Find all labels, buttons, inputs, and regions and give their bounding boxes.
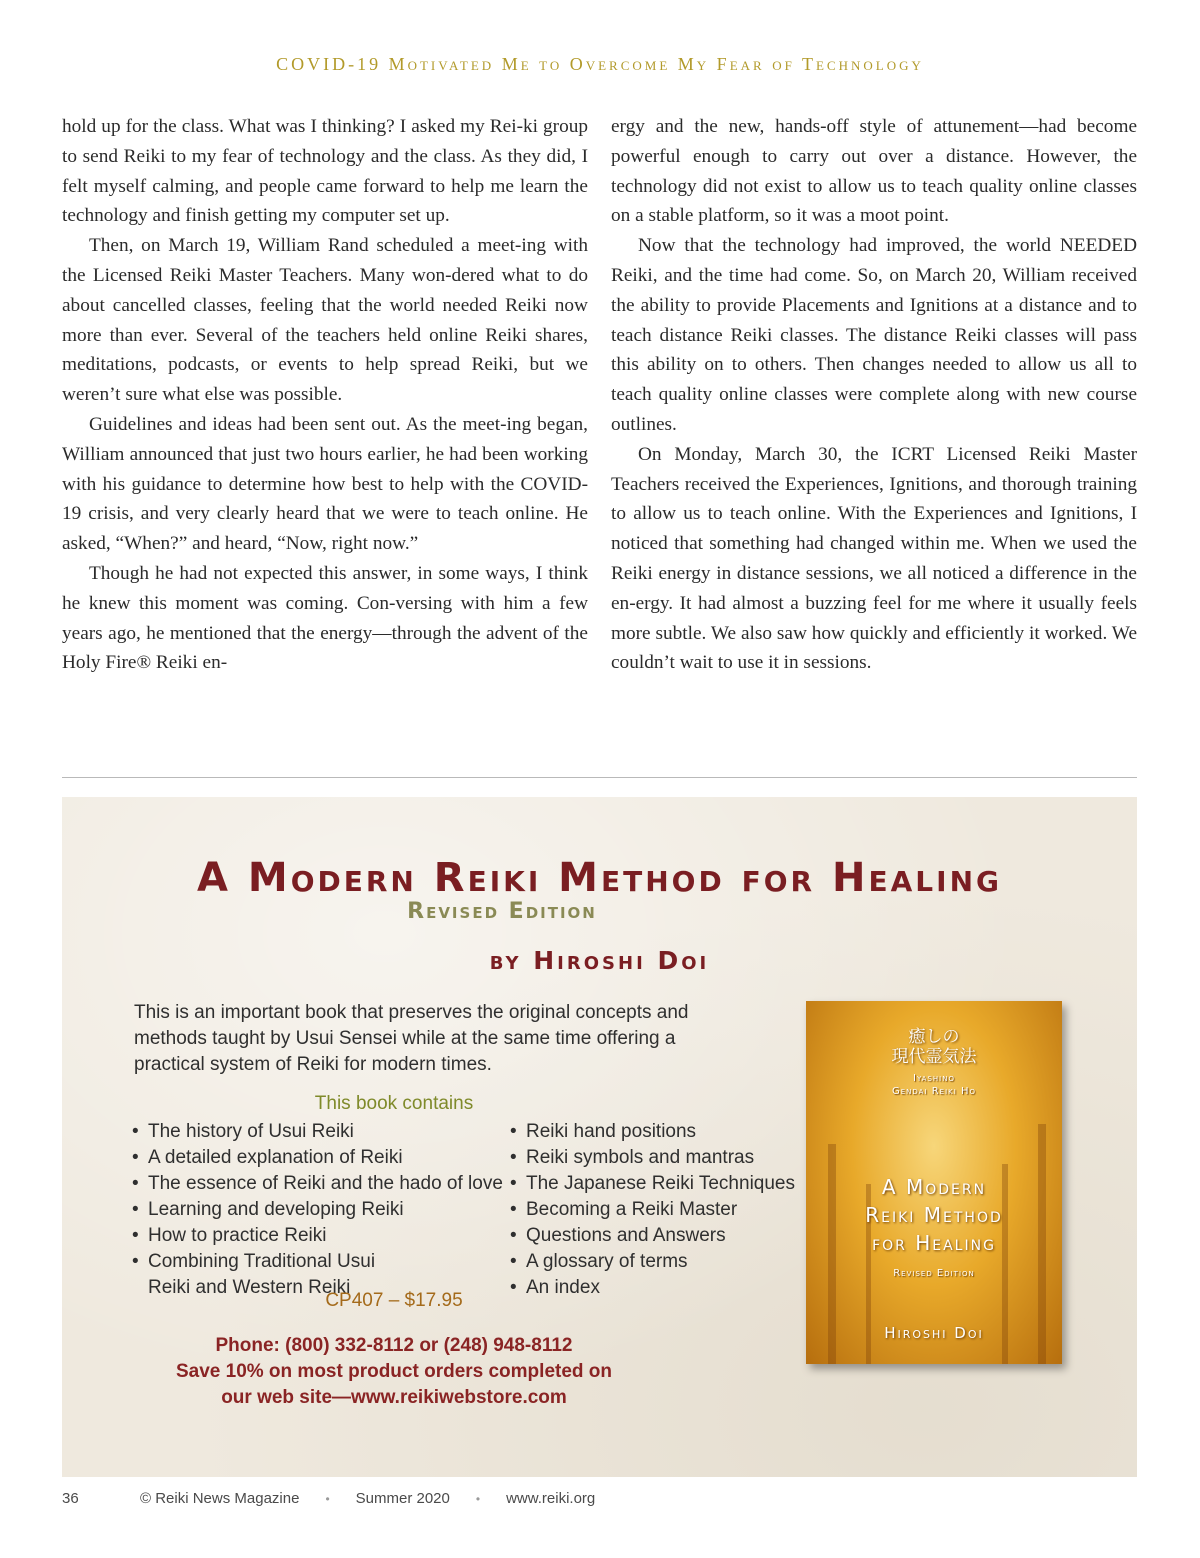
list-item: • Questions and Answers bbox=[510, 1223, 810, 1249]
book-japanese-title: 癒しの 現代霊気法 bbox=[891, 1027, 977, 1067]
list-item: • Combining Traditional Usui bbox=[132, 1249, 512, 1275]
ad-contains-heading: This book contains bbox=[314, 1093, 474, 1114]
left-column bbox=[62, 112, 588, 678]
list-item: • The history of Usui Reiki bbox=[132, 1119, 512, 1145]
ad-contents-list-right bbox=[510, 1119, 810, 1301]
running-head: COVID-19 Motivated Me to Overcome My Fear of Technology bbox=[276, 54, 924, 74]
book-title: A Modern Reiki Method for Healing bbox=[865, 1175, 1003, 1255]
footer-separator: • bbox=[475, 1491, 481, 1506]
right-column bbox=[611, 112, 1137, 678]
footer-separator: • bbox=[325, 1491, 330, 1506]
book-cover-image bbox=[806, 1001, 1062, 1364]
paragraph: Though he had not expected this answer, in some ways, I think he knew this moment was coming. Con-versing with him a few years ago, he mentioned that the energy—through the advent of the Holy Fire® Reiki en- bbox=[62, 562, 588, 674]
page-footer bbox=[62, 1490, 962, 1507]
book-author: Hiroshi Doi bbox=[884, 1324, 984, 1342]
list-item: • A glossary of terms bbox=[510, 1249, 810, 1275]
page-number: 36 bbox=[62, 1490, 79, 1507]
list-item: • A detailed explanation of Reiki bbox=[132, 1145, 512, 1171]
ad-phone: Phone: (800) 332-8112 or (248) 948-8112 bbox=[215, 1335, 573, 1356]
ad-discount-line: Save 10% on most product orders completed on bbox=[175, 1361, 613, 1382]
paragraph: ergy and the new, hands-off style of attunement—had become powerful enough to carry out over a distance. However, the technology did not exist to allow us to teach quality online classes on a stable platform, so it was a moot point. bbox=[611, 116, 1137, 227]
ad-author: by Hiroshi Doi bbox=[489, 946, 710, 975]
paragraph: On Monday, March 30, the ICRT Licensed Reiki Master Teachers received the Experiences, Ignitions, and thorough training to allow us to teach online. With the Experiences and Ignitions, I noticed that something had changed within me. When we used the Reiki energy in distance sessions, we all noticed a difference in the en-ergy. It had almost a buzzing feel for me where it usually feels more subtle. We also saw how quickly and efficiently it worked. We couldn’t wait to use it in sessions. bbox=[611, 443, 1137, 674]
section-divider bbox=[62, 777, 1137, 778]
book-advertisement bbox=[62, 797, 1137, 1477]
book-edition: Revised Edition bbox=[893, 1268, 975, 1279]
list-item: • The Japanese Reiki Techniques bbox=[510, 1171, 810, 1197]
publication-name: © Reiki News Magazine bbox=[140, 1490, 300, 1507]
ad-price: CP407 – $17.95 bbox=[325, 1290, 463, 1311]
paragraph: Then, on March 19, William Rand scheduled a meet-ing with the Licensed Reiki Master Teachers. Many won-dered what to do about cancelled classes, feeling that the world needed Reiki now more than ever. Several of the teachers held online Reiki shares, meditations, podcasts, or events to help spread Reiki, but we weren’t sure what else was possible. bbox=[62, 235, 588, 406]
list-item: • Becoming a Reiki Master bbox=[510, 1197, 810, 1223]
list-item: • Reiki hand positions bbox=[510, 1119, 810, 1145]
paragraph: hold up for the class. What was I thinking? I asked my Rei-ki group to send Reiki to my fear of technology and the class. As they did, I felt myself calming, and people came forward to help me learn the technology and finish getting my computer set up. bbox=[62, 116, 588, 227]
website-url: www.reiki.org bbox=[506, 1490, 596, 1507]
article-body bbox=[62, 112, 1137, 678]
ad-title: A Modern Reiki Method for Healing bbox=[197, 855, 1002, 901]
book-romaji-title: Iyashino Gendai Reiki Ho bbox=[891, 1073, 976, 1097]
ad-subtitle: Revised Edition bbox=[407, 899, 597, 924]
list-item-continuation: Reiki and Western Reiki bbox=[148, 1277, 351, 1298]
list-item: • How to practice Reiki bbox=[132, 1223, 512, 1249]
paragraph: Guidelines and ideas had been sent out. As the meet-ing began, William announced that just two hours earlier, he had been working with his guidance to determine how best to help with the COVID-19 crisis, and very clearly heard that we were to teach online. He asked, “When?” and heard, “Now, right now.” bbox=[62, 413, 588, 555]
ad-website-line: our web site—www.reikiwebstore.com bbox=[221, 1387, 567, 1408]
issue-date: Summer 2020 bbox=[355, 1490, 450, 1507]
list-item: • Reiki symbols and mantras bbox=[510, 1145, 810, 1171]
list-item: • An index bbox=[510, 1275, 810, 1301]
list-item: • Learning and developing Reiki bbox=[132, 1197, 512, 1223]
paragraph: Now that the technology had improved, the world NEEDED Reiki, and the time had come. So, on March 20, William received the ability to provide Placements and Ignitions at a distance and to teach distance Reiki classes. The distance Reiki classes will pass this ability on to others. Then changes needed to allow us all to teach quality online classes were complete along with new course outlines. bbox=[611, 235, 1137, 435]
ad-intro: This is an important book that preserves the original concepts and methods taught by Usui Sensei while at the same time offering a practical system of Reiki for modern times. bbox=[134, 1002, 689, 1075]
ad-contents-list-left bbox=[132, 1119, 512, 1301]
list-item: • The essence of Reiki and the hado of love bbox=[132, 1171, 512, 1197]
ad-contact bbox=[62, 1333, 726, 1411]
